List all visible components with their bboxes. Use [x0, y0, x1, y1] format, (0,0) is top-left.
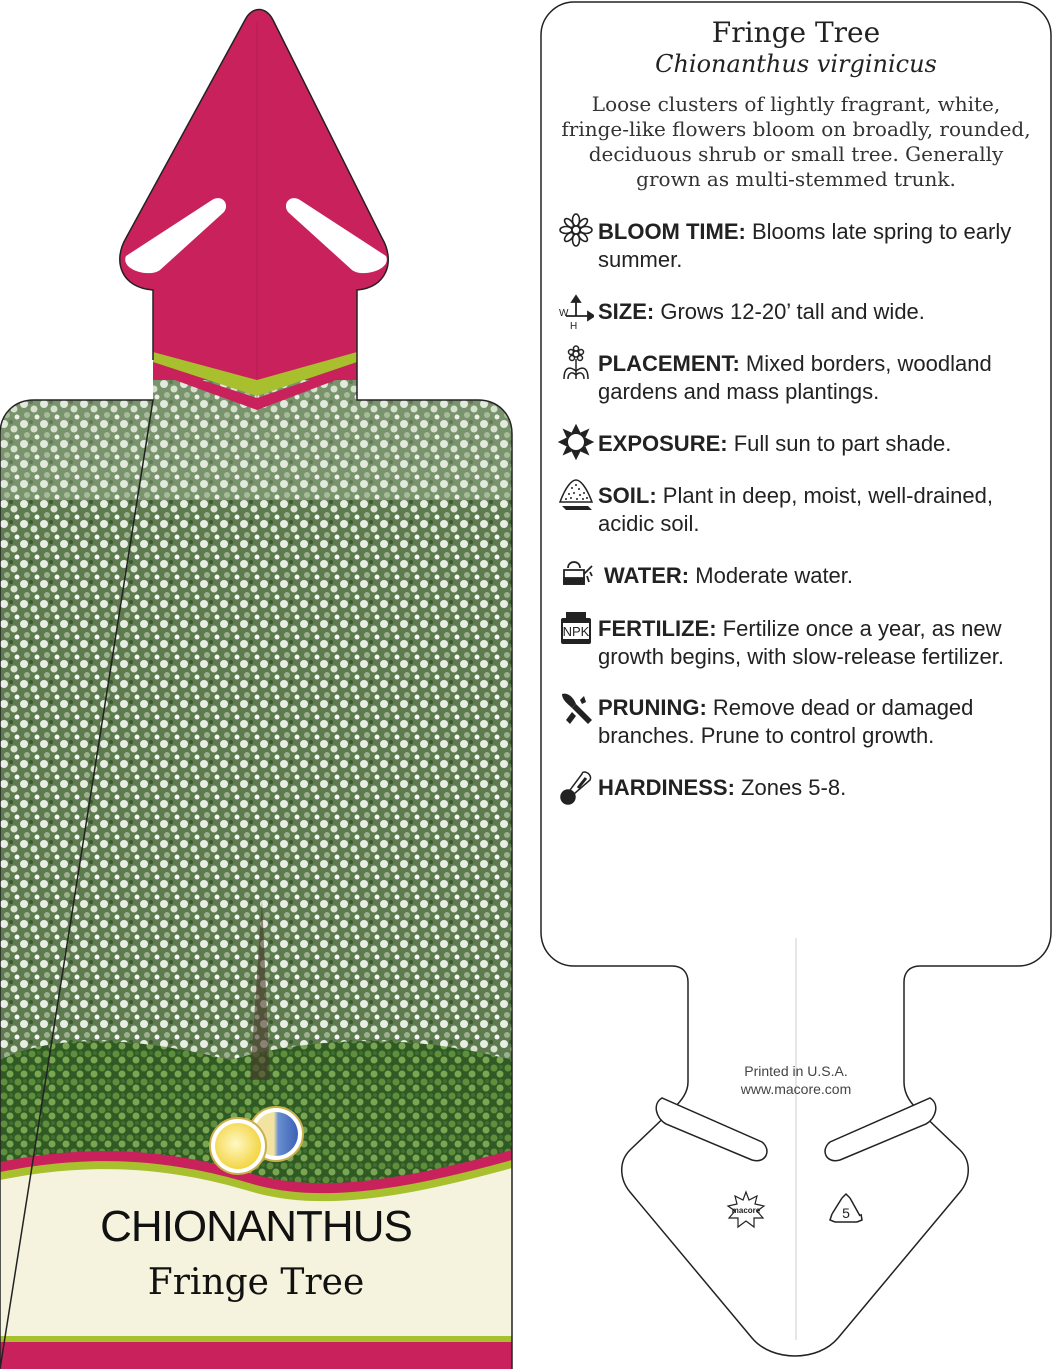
fertilizer-icon — [558, 610, 594, 646]
care-text: Moderate water. — [695, 563, 854, 588]
size-icon-w: W — [559, 308, 569, 319]
flower-icon — [558, 212, 594, 248]
care-label: WATER: — [604, 563, 690, 588]
care-fertilize — [598, 615, 1043, 671]
watering-can-icon — [558, 556, 594, 592]
care-water — [604, 562, 1049, 590]
care-text: Grows 12-20’ tall and wide. — [660, 299, 925, 324]
care-exposure — [598, 430, 1043, 458]
care-text: Full sun to part shade. — [733, 431, 952, 456]
placement-icon — [558, 345, 594, 381]
sun-icon — [558, 424, 594, 460]
care-hardiness — [598, 774, 1043, 802]
macore-logo-icon — [726, 1190, 766, 1230]
care-soil — [598, 482, 1043, 538]
care-label: PLACEMENT: — [598, 351, 740, 376]
care-pruning — [598, 694, 1043, 750]
care-label: HARDINESS: — [598, 775, 735, 800]
back-title: Fringe Tree — [711, 16, 881, 49]
care-bloom-time — [598, 218, 1043, 274]
care-label: SIZE: — [598, 299, 655, 324]
soil-icon — [558, 476, 594, 512]
macore-logo-text: macore — [731, 1206, 761, 1215]
care-label: PRUNING: — [598, 695, 707, 720]
pruners-icon — [558, 690, 594, 726]
thermometer-icon — [558, 770, 594, 806]
recycle-icon — [828, 1192, 864, 1226]
printed-in: Printed in U.S.A. — [744, 1063, 848, 1079]
size-icon — [558, 294, 594, 330]
website: www.macore.com — [740, 1081, 852, 1097]
care-label: BLOOM TIME: — [598, 219, 746, 244]
scientific-name: Chionanthus virginicus — [655, 50, 937, 78]
plant-description: Loose clusters of lightly fragrant, white, fringe-like flowers bloom on broadly, rounded, deciduous shrub or small tree. Generally grown as multi-stemmed trunk. — [561, 92, 1031, 191]
care-text: Fertilize once a year, as new growth begins, with slow-release fertilizer. — [598, 616, 1004, 669]
care-text: Remove dead or damaged branches. Prune to control growth. — [598, 695, 974, 748]
care-text: Plant in deep, moist, well-drained, acidic soil. — [598, 483, 993, 536]
care-text: Zones 5-8. — [741, 775, 847, 800]
front-genus-name: CHIONANTHUS — [100, 1202, 412, 1251]
care-text: Blooms late spring to early summer. — [598, 219, 1012, 272]
care-placement — [598, 350, 1043, 406]
care-label: FERTILIZE: — [598, 616, 717, 641]
npk-label: NPK — [562, 624, 590, 639]
care-label: EXPOSURE: — [598, 431, 728, 456]
recycle-number: 5 — [842, 1205, 850, 1221]
size-icon-h: H — [570, 321, 578, 330]
front-common-name: Fringe Tree — [147, 1262, 365, 1303]
care-size — [598, 298, 1043, 326]
care-label: SOIL: — [598, 483, 657, 508]
care-text: Mixed borders, woodland gardens and mass plantings. — [598, 351, 992, 404]
